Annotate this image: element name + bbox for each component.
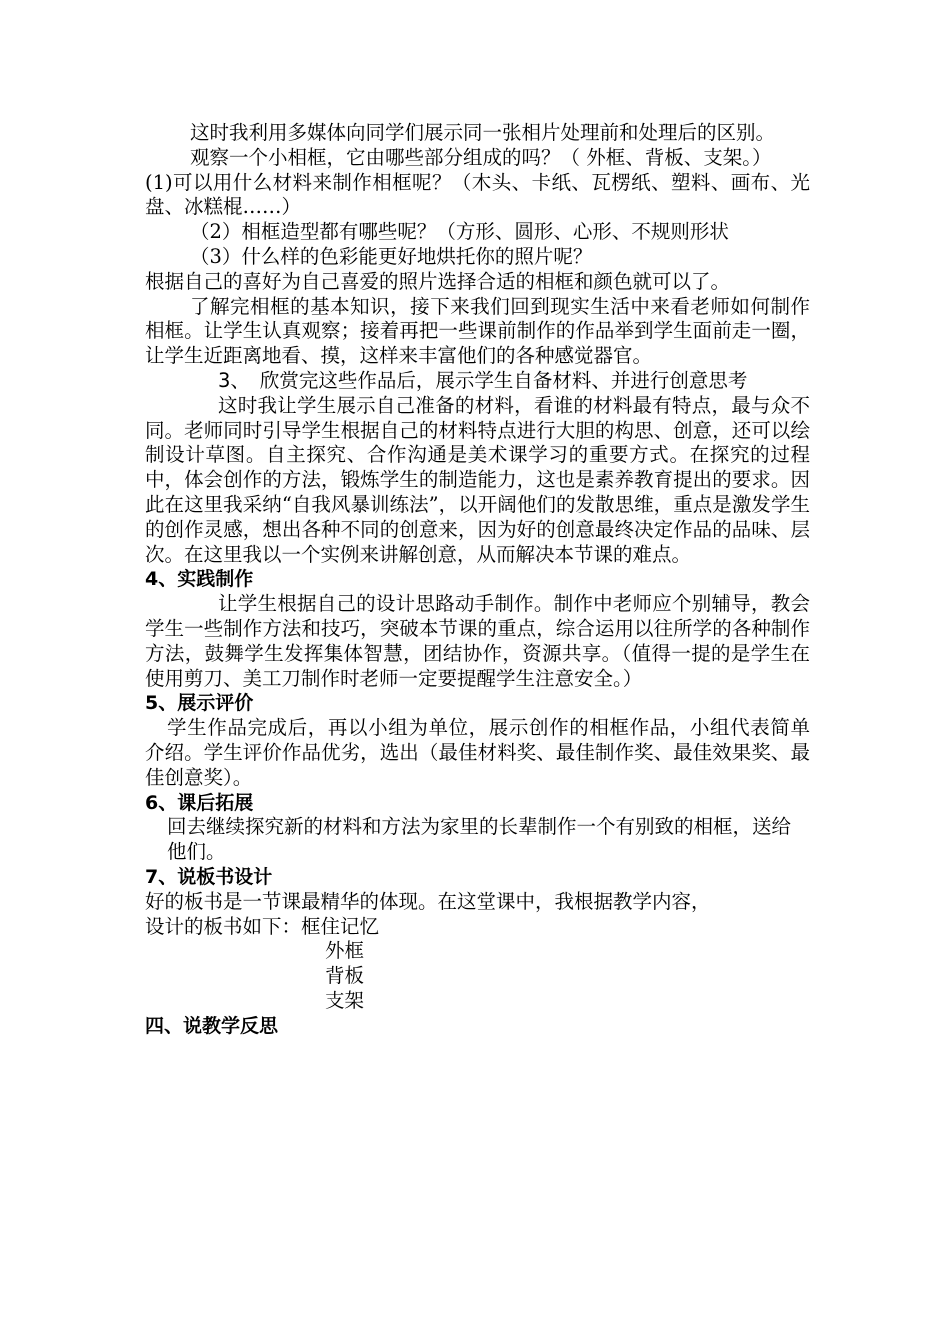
board-item: 背板 (325, 964, 365, 988)
paragraph-frame-parts: 观察一个小相框，它由哪些部分组成的吗？（ 外框、背板、支架。） (190, 145, 772, 169)
step3-number: 3、 (218, 368, 250, 392)
paragraph-practice: 让学生根据自己的设计思路动手制作。制作中老师应个别辅导，教会学生一些制作方法和技巧，突破本节课的重点，综合运用以往所学的各种制作方法，鼓舞学生发挥集体智慧，团结协作，资源共享。（值得一提的是学生在使用剪刀、美工刀制作时老师一定要提醒学生注意安全。） (145, 592, 810, 690)
heading-teaching-reflection: 四、说教学反思 (145, 1014, 279, 1037)
question-materials: (1)可以用什么材料来制作相框呢？（木头、卡纸、瓦楞纸、塑料、画布、光盘、冰糕棍……） (145, 170, 810, 219)
heading-practice: 4、实践制作 (145, 568, 254, 591)
paragraph-creative-thinking: 这时我让学生展示自己准备的材料，看谁的材料最有特点，最与众不同。老师同时引导学生根据自己的材料特点进行大胆的构思、创意，还可以绘制设计草图。自主探究、合作沟通是美术课学习的重要方式。在探究的过程中，体会创作的方法，锻炼学生的制造能力，这也是素养教育提出的要求。因此在这里我采纳“自我风暴训练法”，以开阔他们的发散思维，重点是激发学生的创作灵感，想出各种不同的创意来，因为好的创意最终决定作品的品味、层次。在这里我以一个实例来讲解创意，从而解决本节课的难点。 (145, 393, 810, 566)
paragraph-choose-frame: 根据自己的喜好为自己喜爱的照片选择合适的相框和颜色就可以了。 (145, 269, 731, 293)
heading-board-design: 7、说板书设计 (145, 865, 273, 888)
document-page (145, 121, 810, 1038)
paragraph-media-demo: 这时我利用多媒体向同学们展示同一张相片处理前和处理后的区别。 (190, 121, 776, 144)
paragraph-teacher-demo: 了解完相框的基本知识，接下来我们回到现实生活中来看老师如何制作相框。让学生认真观察；接着再把一些课前制作的作品举到学生面前走一圈，让学生近距离地看、摸，这样来丰富他们的各种感觉器官。 (145, 294, 810, 368)
board-item: 外框 (325, 939, 365, 963)
step3-text: 欣赏完这些作品后，展示学生自备材料、并进行创意思考 (259, 368, 748, 392)
board-title: 框住记忆 (301, 914, 380, 938)
step3-heading (145, 369, 810, 394)
question-shapes: （2）相框造型都有哪些呢？（方形、圆形、心形、不规则形状 (190, 220, 729, 244)
heading-evaluation: 5、展示评价 (145, 692, 254, 715)
paragraph-extension: 回去继续探究新的材料和方法为家里的长辈制作一个有别致的相框，送给他们。 (167, 815, 792, 864)
paragraph-board-intro: 好的板书是一节课最精华的体现。在这堂课中，我根据教学内容， (145, 889, 711, 913)
board-line (145, 915, 810, 940)
heading-extension: 6、课后拓展 (145, 791, 254, 814)
paragraph-evaluation: 学生作品完成后，再以小组为单位，展示创作的相框作品，小组代表简单介绍。学生评价作品优劣，选出（最佳材料奖、最佳制作奖、最佳效果奖、最佳创意奖）。 (145, 716, 810, 789)
board-item: 支架 (325, 988, 365, 1012)
board-intro-label: 设计的板书如下： (145, 914, 302, 938)
question-colors: （3）什么样的色彩能更好地烘托你的照片呢？ (190, 244, 593, 268)
